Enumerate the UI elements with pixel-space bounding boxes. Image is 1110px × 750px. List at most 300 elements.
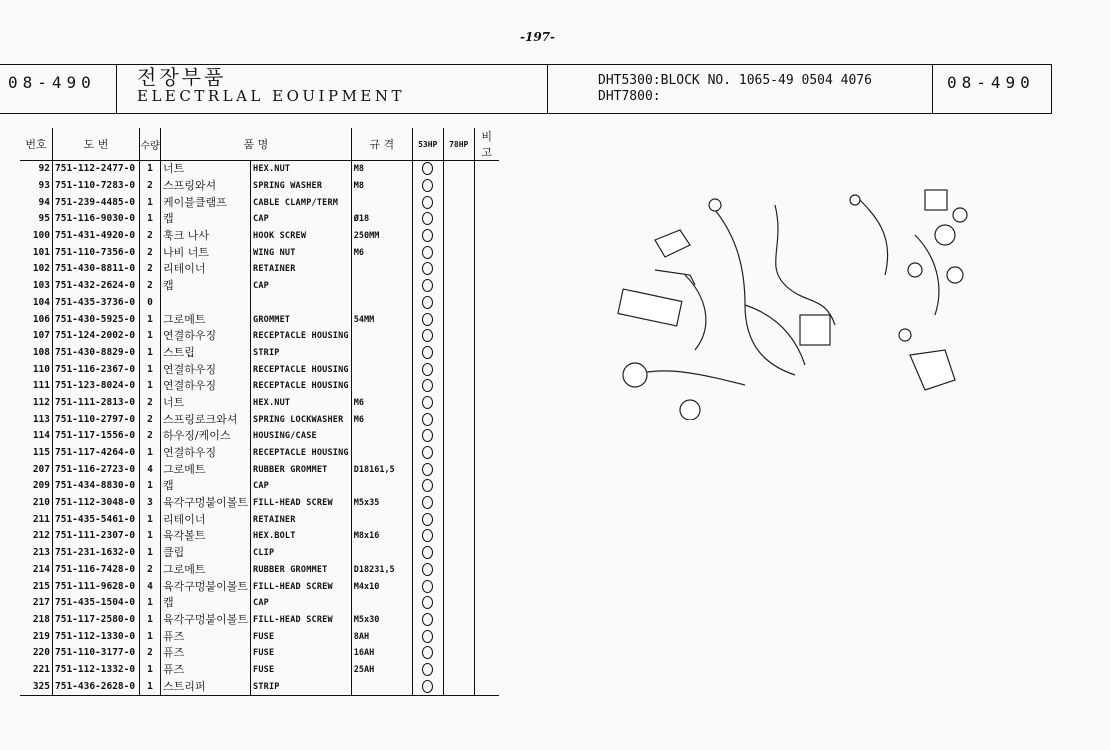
row-53hp-mark	[412, 228, 443, 245]
row-part-number: 751-239-4485-0	[53, 194, 140, 211]
applicable-circle-icon	[422, 613, 433, 626]
applicable-circle-icon	[422, 646, 433, 659]
row-spec: M4x10	[351, 578, 412, 595]
row-number: 217	[32, 597, 50, 609]
row-remarks	[474, 495, 499, 512]
row-53hp-mark	[412, 211, 443, 228]
row-part-number: 751-117-1556-0	[53, 428, 140, 445]
col-header-name: 품 명	[161, 128, 352, 161]
table-row	[20, 228, 499, 245]
row-remarks	[474, 612, 499, 629]
applicable-circle-icon	[422, 479, 433, 492]
row-number: 215	[32, 580, 50, 592]
row-name-korean: 캡	[161, 478, 251, 495]
row-53hp-mark	[412, 411, 443, 428]
row-53hp-mark	[412, 595, 443, 612]
row-remarks	[474, 395, 499, 412]
applicable-circle-icon	[422, 229, 433, 242]
row-name-english: CAP	[251, 211, 352, 228]
row-name-korean: 육각구멍붙이볼트	[161, 495, 251, 512]
row-78hp-mark	[443, 628, 474, 645]
row-part-number: 751-430-5925-0	[53, 311, 140, 328]
row-quantity: 1	[140, 545, 161, 562]
row-quantity: 2	[140, 562, 161, 579]
row-spec	[351, 511, 412, 528]
row-number: 214	[32, 563, 50, 575]
row-quantity: 1	[140, 628, 161, 645]
applicable-circle-icon	[422, 196, 433, 209]
switch-housing	[925, 190, 947, 210]
row-name-korean: 연결하우징	[161, 328, 251, 345]
applicable-circle-icon	[422, 246, 433, 259]
row-name-english: CLIP	[251, 545, 352, 562]
table-row	[20, 178, 499, 195]
row-spec: 25AH	[351, 662, 412, 679]
row-number: 108	[32, 346, 50, 358]
row-78hp-mark	[443, 295, 474, 312]
row-number: 113	[32, 413, 50, 425]
table-row	[20, 261, 499, 278]
row-name-english: FILL-HEAD SCREW	[251, 578, 352, 595]
row-number: 213	[32, 547, 50, 559]
row-name-english: SPRING WASHER	[251, 178, 352, 195]
row-number: 106	[32, 313, 50, 325]
row-quantity: 4	[140, 578, 161, 595]
table-row	[20, 295, 499, 312]
row-remarks	[474, 328, 499, 345]
applicable-circle-icon	[422, 630, 433, 643]
row-part-number: 751-116-9030-0	[53, 211, 140, 228]
connector	[947, 267, 963, 283]
row-part-number: 751-430-8829-0	[53, 345, 140, 362]
row-name-korean: 케이블클램프	[161, 194, 251, 211]
row-name-english: HEX.BOLT	[251, 528, 352, 545]
row-78hp-mark	[443, 495, 474, 512]
row-name-korean: 훅크 나사	[161, 228, 251, 245]
row-quantity: 1	[140, 528, 161, 545]
row-name-korean: 육각구멍붙이볼트	[161, 612, 251, 629]
row-part-number: 751-112-2477-0	[53, 161, 140, 178]
row-spec	[351, 428, 412, 445]
row-number: 114	[32, 430, 50, 442]
row-quantity: 1	[140, 211, 161, 228]
row-78hp-mark	[443, 194, 474, 211]
row-number: 115	[32, 447, 50, 459]
harness-wire	[715, 210, 795, 375]
row-53hp-mark	[412, 461, 443, 478]
lamp-assembly	[623, 363, 647, 387]
row-name-korean: 나비 너트	[161, 244, 251, 261]
table-row	[20, 478, 499, 495]
row-53hp-mark	[412, 295, 443, 312]
table-row	[20, 445, 499, 462]
row-name-english: STRIP	[251, 678, 352, 695]
table-row	[20, 211, 499, 228]
row-78hp-mark	[443, 511, 474, 528]
row-name-english: RECEPTACLE HOUSING	[251, 328, 352, 345]
row-53hp-mark	[412, 445, 443, 462]
row-remarks	[474, 595, 499, 612]
row-name-korean: 스프링로크와셔	[161, 411, 251, 428]
applicable-circle-icon	[422, 580, 433, 593]
table-header-row	[20, 128, 499, 161]
table-row	[20, 528, 499, 545]
row-part-number: 751-110-3177-0	[53, 645, 140, 662]
row-number: 218	[32, 613, 50, 625]
applicable-circle-icon	[422, 680, 433, 693]
col-header-no: 번호	[20, 128, 53, 161]
row-part-number: 751-435-1504-0	[53, 595, 140, 612]
harness-wire	[635, 371, 745, 385]
applicable-circle-icon	[422, 563, 433, 576]
row-part-number: 751-111-9628-0	[53, 578, 140, 595]
connector	[709, 199, 721, 211]
row-part-number: 751-110-2797-0	[53, 411, 140, 428]
row-name-english	[251, 295, 352, 312]
row-78hp-mark	[443, 178, 474, 195]
table-row	[20, 495, 499, 512]
row-remarks	[474, 161, 499, 178]
row-spec	[351, 361, 412, 378]
row-spec	[351, 595, 412, 612]
row-78hp-mark	[443, 161, 474, 178]
row-remarks	[474, 411, 499, 428]
row-remarks	[474, 295, 499, 312]
row-remarks	[474, 578, 499, 595]
row-78hp-mark	[443, 645, 474, 662]
connector	[850, 195, 860, 205]
row-part-number: 751-231-1632-0	[53, 545, 140, 562]
table-row	[20, 545, 499, 562]
row-part-number: 751-111-2307-0	[53, 528, 140, 545]
row-remarks	[474, 311, 499, 328]
row-name-english: HEX.NUT	[251, 395, 352, 412]
row-quantity: 3	[140, 495, 161, 512]
row-53hp-mark	[412, 511, 443, 528]
row-name-korean: 너트	[161, 395, 251, 412]
row-part-number: 751-431-4920-0	[53, 228, 140, 245]
title-english: ELECTRLAL EOUIPMENT	[137, 87, 406, 105]
row-quantity: 1	[140, 345, 161, 362]
row-53hp-mark	[412, 578, 443, 595]
table-row	[20, 361, 499, 378]
row-part-number: 751-112-3048-0	[53, 495, 140, 512]
row-name-english: CABLE CLAMP/TERM	[251, 194, 352, 211]
connector	[908, 263, 922, 277]
block-line-1: DHT5300:BLOCK NO. 1065-49 0504 4076	[598, 73, 872, 88]
row-53hp-mark	[412, 261, 443, 278]
row-name-english: GROMMET	[251, 311, 352, 328]
row-number: 104	[32, 296, 50, 308]
row-78hp-mark	[443, 311, 474, 328]
harness-wire	[655, 270, 695, 285]
col-header-53hp: 53HP	[412, 128, 443, 161]
applicable-circle-icon	[422, 513, 433, 526]
row-78hp-mark	[443, 395, 474, 412]
row-78hp-mark	[443, 345, 474, 362]
row-78hp-mark	[443, 328, 474, 345]
row-spec: M5x30	[351, 612, 412, 629]
row-spec: D18161,5	[351, 461, 412, 478]
applicable-circle-icon	[422, 529, 433, 542]
row-78hp-mark	[443, 228, 474, 245]
row-quantity: 0	[140, 295, 161, 312]
harness-wire	[775, 205, 835, 325]
row-quantity: 1	[140, 378, 161, 395]
row-number: 107	[32, 330, 50, 342]
row-spec	[351, 478, 412, 495]
row-78hp-mark	[443, 562, 474, 579]
row-name-english: HOOK SCREW	[251, 228, 352, 245]
row-remarks	[474, 645, 499, 662]
row-quantity: 1	[140, 194, 161, 211]
row-spec	[351, 445, 412, 462]
row-quantity: 1	[140, 511, 161, 528]
row-53hp-mark	[412, 395, 443, 412]
row-number: 93	[38, 180, 50, 192]
grommet	[899, 329, 911, 341]
row-quantity: 2	[140, 395, 161, 412]
row-name-korean: 그로메트	[161, 562, 251, 579]
row-remarks	[474, 545, 499, 562]
table-row	[20, 194, 499, 211]
row-quantity: 2	[140, 278, 161, 295]
row-spec: 16AH	[351, 645, 412, 662]
row-53hp-mark	[412, 361, 443, 378]
row-spec	[351, 378, 412, 395]
row-78hp-mark	[443, 578, 474, 595]
row-remarks	[474, 562, 499, 579]
table-row	[20, 662, 499, 679]
applicable-circle-icon	[422, 296, 433, 309]
row-spec	[351, 295, 412, 312]
row-53hp-mark	[412, 161, 443, 178]
row-quantity: 2	[140, 428, 161, 445]
row-remarks	[474, 228, 499, 245]
row-number: 212	[32, 530, 50, 542]
row-78hp-mark	[443, 612, 474, 629]
row-name-english: FUSE	[251, 628, 352, 645]
row-quantity: 2	[140, 411, 161, 428]
row-78hp-mark	[443, 361, 474, 378]
row-spec: M5x35	[351, 495, 412, 512]
table-row	[20, 511, 499, 528]
row-53hp-mark	[412, 612, 443, 629]
row-remarks	[474, 662, 499, 679]
row-name-english: HEX.NUT	[251, 161, 352, 178]
table-row	[20, 578, 499, 595]
row-53hp-mark	[412, 428, 443, 445]
row-53hp-mark	[412, 328, 443, 345]
row-quantity: 1	[140, 662, 161, 679]
row-number: 325	[20, 678, 53, 695]
row-part-number: 751-432-2624-0	[53, 278, 140, 295]
row-53hp-mark	[412, 345, 443, 362]
row-number: 207	[32, 463, 50, 475]
row-name-korean: 연결하우징	[161, 445, 251, 462]
row-spec: M6	[351, 411, 412, 428]
row-quantity: 2	[140, 178, 161, 195]
row-part-number: 751-112-1332-0	[53, 662, 140, 679]
row-quantity: 1	[140, 311, 161, 328]
row-part-number: 751-111-2813-0	[53, 395, 140, 412]
row-number: 210	[32, 497, 50, 509]
applicable-circle-icon	[422, 363, 433, 376]
row-name-english: FILL-HEAD SCREW	[251, 612, 352, 629]
row-name-english: CAP	[251, 595, 352, 612]
row-name-english: RECEPTACLE HOUSING	[251, 378, 352, 395]
row-remarks	[474, 428, 499, 445]
row-name-korean: 스트리퍼	[161, 678, 251, 695]
row-quantity: 1	[140, 478, 161, 495]
row-name-korean: 연결하우징	[161, 361, 251, 378]
row-part-number: 751-116-2367-0	[53, 361, 140, 378]
applicable-circle-icon	[422, 396, 433, 409]
row-53hp-mark	[412, 562, 443, 579]
table-row	[20, 595, 499, 612]
row-name-english: STRIP	[251, 345, 352, 362]
row-78hp-mark	[443, 478, 474, 495]
row-number: 92	[38, 163, 50, 175]
row-53hp-mark	[412, 194, 443, 211]
row-spec: D18231,5	[351, 562, 412, 579]
row-number: 112	[32, 396, 50, 408]
applicable-circle-icon	[422, 496, 433, 509]
col-header-qty: 수량	[140, 128, 161, 161]
table-row	[20, 311, 499, 328]
applicable-circle-icon	[422, 313, 433, 326]
row-part-number: 751-117-4264-0	[53, 445, 140, 462]
row-name-english: RETAINER	[251, 261, 352, 278]
row-name-english: SPRING LOCKWASHER	[251, 411, 352, 428]
electrical-harness-diagram	[595, 175, 995, 420]
harness-wire	[745, 305, 805, 365]
row-53hp-mark	[412, 311, 443, 328]
row-number: 102	[32, 263, 50, 275]
col-header-remarks: 비 고	[474, 128, 499, 161]
row-number: 94	[38, 196, 50, 208]
row-spec	[351, 194, 412, 211]
row-part-number: 751-116-2723-0	[53, 461, 140, 478]
lamp-assembly	[680, 400, 700, 420]
row-spec: M8	[351, 161, 412, 178]
page-header	[0, 64, 1052, 114]
gauge	[935, 225, 955, 245]
row-number: 211	[32, 513, 50, 525]
row-number: 219	[32, 630, 50, 642]
row-name-korean: 스프링와셔	[161, 178, 251, 195]
row-name-korean: 리테이너	[161, 511, 251, 528]
row-remarks	[474, 194, 499, 211]
row-number: 110	[32, 363, 50, 375]
row-spec: Ø18	[351, 211, 412, 228]
row-spec: 250MM	[351, 228, 412, 245]
relay-block	[800, 315, 830, 345]
block-number-info	[548, 65, 933, 113]
row-spec: 54MM	[351, 311, 412, 328]
row-53hp-mark	[412, 178, 443, 195]
row-name-korean: 그로메트	[161, 311, 251, 328]
row-53hp-mark	[412, 662, 443, 679]
row-part-number: 751-430-8811-0	[53, 261, 140, 278]
row-remarks	[474, 628, 499, 645]
row-78hp-mark	[443, 428, 474, 445]
row-53hp-mark	[412, 495, 443, 512]
row-remarks	[474, 528, 499, 545]
row-name-korean: 하우징/케이스	[161, 428, 251, 445]
row-remarks	[474, 678, 499, 695]
block-line-2: DHT7800:	[598, 89, 661, 104]
row-53hp-mark	[412, 678, 443, 695]
row-name-english: FUSE	[251, 662, 352, 679]
row-name-english: RUBBER GROMMET	[251, 562, 352, 579]
row-name-korean: 리테이너	[161, 261, 251, 278]
applicable-circle-icon	[422, 663, 433, 676]
row-name-korean: 퓨즈	[161, 645, 251, 662]
row-part-number: 751-435-5461-0	[53, 511, 140, 528]
row-name-english: RETAINER	[251, 511, 352, 528]
parts-table	[20, 128, 499, 696]
row-name-english: CAP	[251, 278, 352, 295]
applicable-circle-icon	[422, 279, 433, 292]
row-53hp-mark	[412, 278, 443, 295]
socket	[953, 208, 967, 222]
row-number: 221	[32, 663, 50, 675]
row-78hp-mark	[443, 461, 474, 478]
table-row	[20, 428, 499, 445]
row-78hp-mark	[443, 445, 474, 462]
row-78hp-mark	[443, 545, 474, 562]
table-row	[20, 411, 499, 428]
row-78hp-mark	[443, 678, 474, 695]
table-row	[20, 612, 499, 629]
row-name-english: CAP	[251, 478, 352, 495]
harness-wire	[685, 275, 706, 350]
row-remarks	[474, 261, 499, 278]
row-78hp-mark	[443, 244, 474, 261]
row-53hp-mark	[412, 378, 443, 395]
table-row	[20, 678, 499, 695]
row-number: 95	[38, 213, 50, 225]
row-quantity: 2	[140, 261, 161, 278]
section-code-right: 08-490	[947, 73, 1035, 92]
applicable-circle-icon	[422, 329, 433, 342]
row-spec: M8x16	[351, 528, 412, 545]
row-part-number: 751-112-1330-0	[53, 628, 140, 645]
row-remarks	[474, 278, 499, 295]
row-remarks	[474, 445, 499, 462]
row-number: 220	[32, 647, 50, 659]
row-spec	[351, 328, 412, 345]
row-quantity: 1	[140, 161, 161, 178]
title-korean: 전장부품	[137, 65, 227, 89]
row-53hp-mark	[412, 628, 443, 645]
row-part-number: 751-435-3736-0	[53, 295, 140, 312]
table-row	[20, 244, 499, 261]
row-78hp-mark	[443, 261, 474, 278]
row-53hp-mark	[412, 244, 443, 261]
row-name-korean: 퓨즈	[161, 662, 251, 679]
row-part-number: 751-123-8024-0	[53, 378, 140, 395]
table-row	[20, 345, 499, 362]
row-remarks	[474, 244, 499, 261]
row-53hp-mark	[412, 478, 443, 495]
connector-housing	[655, 230, 690, 257]
col-header-78hp: 78HP	[443, 128, 474, 161]
row-name-korean: 연결하우징	[161, 378, 251, 395]
table-row	[20, 161, 499, 178]
row-name-korean: 너트	[161, 161, 251, 178]
